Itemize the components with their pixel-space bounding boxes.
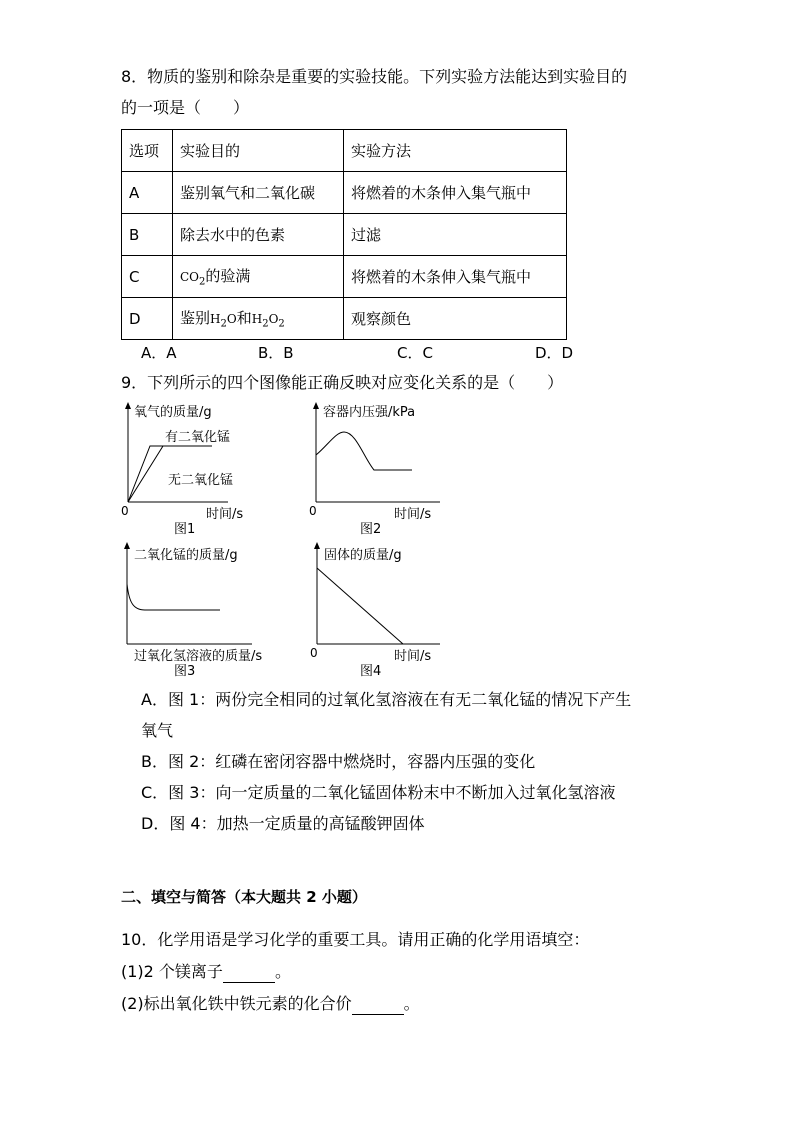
q10-part1-text: (1)2 个镁离子	[121, 962, 223, 981]
graph-4-xlabel: 时间/s	[394, 649, 432, 664]
graph-2-ylabel: 容器内压强/kPa	[323, 405, 416, 420]
graph-2	[309, 404, 440, 537]
table-cell-purpose: 除去水中的色素	[173, 214, 344, 256]
formula-subscript: 2	[220, 318, 227, 330]
graph-4-ylabel: 固体的质量/g	[324, 548, 402, 563]
graph-2-caption: 图2	[360, 522, 382, 537]
q9-stem: 9．下列所示的四个图像能正确反映对应变化关系的是（ ）	[121, 373, 564, 392]
purpose-text: 和	[236, 309, 252, 328]
formula-text: O	[268, 312, 279, 327]
section-2-title: 二、填空与简答（本大题共 2 小题）	[121, 888, 367, 906]
graph-3-mno2-curve	[127, 584, 220, 610]
q9-option-a-line2: 氧气	[141, 721, 174, 740]
graph-3-ylabel: 二氧化锰的质量/g	[134, 548, 238, 563]
graph-1-ylabel: 氧气的质量/g	[134, 405, 212, 420]
formula-text: H	[210, 312, 221, 327]
q10-part1	[121, 961, 291, 983]
table-cell-option: A	[122, 172, 173, 214]
graph-2-origin: 0	[309, 504, 317, 518]
q10-part1-blank[interactable]	[223, 966, 275, 983]
table-cell-method: 观察颜色	[344, 298, 567, 340]
purpose-text: 的验满	[205, 267, 251, 286]
graph-1-label-without: 无二氧化锰	[168, 473, 234, 488]
graph-4-origin: 0	[310, 646, 318, 660]
q9-option-d[interactable]: D．图 4：加热一定质量的高锰酸钾固体	[141, 814, 425, 833]
q8-choice-d[interactable]: D．D	[535, 344, 574, 362]
graph-2-pressure-curve	[316, 432, 412, 470]
graph-1-origin: 0	[121, 504, 129, 518]
q10-part2	[121, 993, 420, 1015]
table-header-cell: 选项	[122, 130, 173, 172]
q8-stem-line1: 8．物质的鉴别和除杂是重要的实验技能。下列实验方法能达到实验目的	[121, 67, 628, 86]
table-header-cell: 实验目的	[173, 130, 344, 172]
q8-choice-c[interactable]: C．C	[397, 344, 433, 362]
graph-1-xlabel: 时间/s	[206, 507, 244, 522]
graph-2-xlabel: 时间/s	[394, 507, 432, 522]
formula-text: CO	[180, 270, 200, 285]
formula-text: O	[226, 312, 237, 327]
q9-option-b[interactable]: B．图 2：红磷在密闭容器中燃烧时，容器内压强的变化	[141, 752, 536, 771]
graph-1-label-with: 有二氧化锰	[165, 430, 231, 445]
table-cell-method: 过滤	[344, 214, 567, 256]
table-cell-method: 将燃着的木条伸入集气瓶中	[344, 256, 567, 298]
graph-1-caption: 图1	[174, 522, 196, 537]
purpose-text: 鉴别	[180, 309, 211, 328]
q8-stem-line2: 的一项是（ ）	[121, 98, 250, 117]
q10-part2-text: (2)标出氧化铁中铁元素的化合价	[121, 994, 352, 1013]
q10-stem: 10．化学用语是学习化学的重要工具。请用正确的化学用语填空：	[121, 930, 590, 949]
table-cell-purpose: 鉴别氧气和二氧化碳	[173, 172, 344, 214]
graph-3-xlabel: 过氧化氢溶液的质量/s	[134, 649, 263, 664]
table-header-cell: 实验方法	[344, 130, 567, 172]
q10-part2-blank[interactable]	[352, 998, 404, 1015]
q9-option-a-line1[interactable]: A．图 1：两份完全相同的过氧化氢溶液在有无二氧化锰的情况下产生	[141, 690, 632, 709]
q8-choice-b[interactable]: B．B	[258, 344, 294, 362]
graph-3	[127, 545, 262, 679]
table-cell-option: B	[122, 214, 173, 256]
formula-subscript: 2	[199, 276, 206, 288]
formula-text: H	[251, 312, 263, 327]
q8-choice-a[interactable]: A．A	[141, 344, 177, 362]
period: 。	[274, 962, 291, 981]
graph-4-solid-mass-line	[317, 568, 403, 644]
period: 。	[403, 994, 420, 1013]
table-cell-method: 将燃着的木条伸入集气瓶中	[344, 172, 567, 214]
graph-1	[121, 405, 243, 537]
table-cell-option: D	[122, 298, 173, 340]
formula-subscript: 2	[262, 318, 269, 330]
graph-3-caption: 图3	[174, 664, 196, 679]
table-cell-option: C	[122, 256, 173, 298]
graph-4	[310, 545, 440, 679]
q9-option-c[interactable]: C．图 3：向一定质量的二氧化锰固体粉末中不断加入过氧化氢溶液	[141, 783, 616, 802]
graph-4-caption: 图4	[360, 664, 382, 679]
formula-subscript: 2	[278, 318, 285, 330]
